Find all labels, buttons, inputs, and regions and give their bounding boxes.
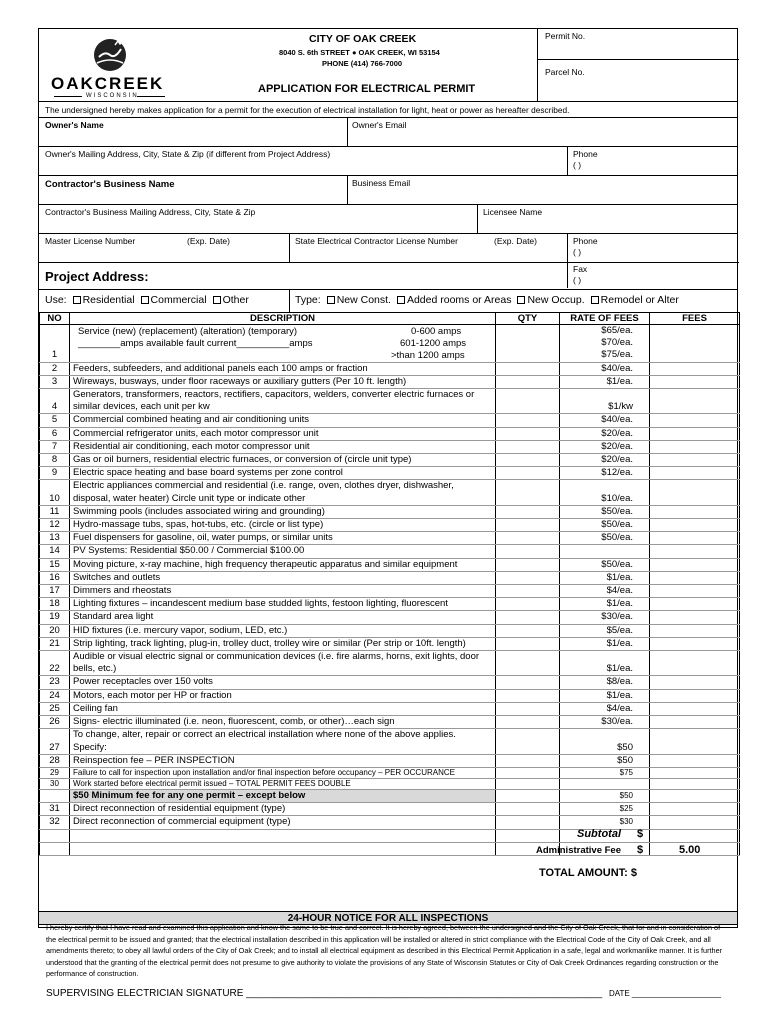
commercial-label: Commercial (150, 294, 207, 306)
qty-cell[interactable] (496, 375, 560, 388)
col-rate-header: RATE OF FEES (560, 313, 650, 325)
row-description: Hydro-massage tubs, spas, hot-tubs, etc. (circle or list type) (70, 519, 496, 532)
table-row (40, 467, 740, 480)
fee-table-body (40, 325, 740, 856)
contractor-mailing-label: Contractor's Business Mailing Address, City, State & Zip (45, 207, 256, 217)
table-row (40, 611, 740, 624)
service-line-1: Service (new) (replacement) (alteration) (temporary) (78, 325, 298, 337)
fees-cell[interactable] (650, 611, 740, 624)
rate-cell: $25 (560, 803, 650, 816)
row-no: 6 (40, 427, 70, 440)
rate-cell: $1/ea. (560, 689, 650, 702)
rate-cell: $1/ea. (560, 598, 650, 611)
table-row (40, 767, 740, 778)
blank-cell[interactable] (496, 829, 560, 842)
licensee-name-field[interactable] (483, 218, 733, 231)
blank-cell (70, 829, 496, 842)
row-no: 25 (40, 702, 70, 715)
row-description: Reinspection fee – PER INSPECTION (70, 754, 496, 767)
remodel-label: Remodel or Alter (600, 294, 679, 306)
qty-cell[interactable] (496, 767, 560, 778)
contractor-mailing-field[interactable] (45, 218, 473, 231)
fees-cell[interactable] (650, 624, 740, 637)
subtotal-label: Subtotal (577, 828, 621, 840)
rate-cell: $50 (560, 789, 650, 802)
supervising-electrician-signature[interactable]: SUPERVISING ELECTRICIAN SIGNATURE ________________________________________________________________ (46, 988, 603, 999)
fees-cell[interactable] (650, 389, 740, 414)
col-description-header: DESCRIPTION (70, 313, 496, 325)
other-label: Other (222, 294, 249, 306)
rate-cell: $1/kw (560, 389, 650, 414)
row-description: Lighting fixtures – incandescent medium base studded lights, festoon lighting, fluorescent (70, 598, 496, 611)
qty-cell[interactable] (496, 427, 560, 440)
row-description: Direct reconnection of residential equipment (type) (70, 803, 496, 816)
row-no: 11 (40, 505, 70, 518)
qty-cell[interactable] (496, 362, 560, 375)
fees-cell[interactable] (650, 789, 740, 802)
total-amount-field[interactable] (651, 865, 735, 880)
fee-table (39, 312, 740, 856)
rate-cell: $40/ea. (560, 414, 650, 427)
service-description (70, 325, 496, 363)
admin-fee-label: Administrative Fee (536, 845, 621, 856)
qty-cell[interactable] (496, 729, 560, 754)
qty-cell[interactable] (496, 414, 560, 427)
rate-cell: $50/ea. (560, 505, 650, 518)
city-phone: PHONE (414) 766-7000 (322, 59, 403, 68)
city-address: 8040 S. 6th STREET ● OAK CREEK, WI 53154 (279, 48, 440, 57)
use-label: Use: (45, 294, 67, 306)
permit-no-label: Permit No. (545, 31, 586, 41)
table-row (40, 480, 740, 505)
rate-cell (560, 545, 650, 558)
rate-cell: $10/ea. (560, 480, 650, 505)
row-no: 24 (40, 689, 70, 702)
parcel-no-label: Parcel No. (545, 67, 585, 77)
table-row (40, 789, 740, 802)
fax-field[interactable]: ( ) (573, 275, 582, 285)
rate-cell: $50/ea. (560, 519, 650, 532)
blank-cell (40, 829, 70, 842)
row-no: 30 (40, 778, 70, 789)
table-row (40, 414, 740, 427)
table-row (40, 624, 740, 637)
table-row (40, 519, 740, 532)
table-row (40, 754, 740, 767)
rate-cell: $50 (560, 729, 650, 754)
fees-cell[interactable] (650, 480, 740, 505)
rate-cell: $1/ea. (560, 637, 650, 650)
fees-cell[interactable] (650, 558, 740, 571)
row-no: 20 (40, 624, 70, 637)
row-description: Dimmers and rheostats (70, 585, 496, 598)
owners-email-field[interactable] (352, 131, 732, 144)
form-title: APPLICATION FOR ELECTRICAL PERMIT (258, 83, 476, 95)
fees-cell[interactable] (650, 803, 740, 816)
rate-cell: $20/ea. (560, 440, 650, 453)
row-no: 7 (40, 440, 70, 453)
fees-cell[interactable] (650, 532, 740, 545)
table-row (40, 702, 740, 715)
fees-cell[interactable] (650, 702, 740, 715)
row-no: 21 (40, 637, 70, 650)
fees-cell[interactable] (650, 767, 740, 778)
fees-cell[interactable] (650, 571, 740, 584)
qty-cell[interactable] (496, 571, 560, 584)
qty-cell[interactable] (496, 467, 560, 480)
row-description: Signs- electric illuminated (i.e. neon, fluorescent, comb, or other)…each sign (70, 716, 496, 729)
project-address-label: Project Address: (45, 269, 149, 284)
fees-cell[interactable] (650, 676, 740, 689)
table-row (40, 362, 740, 375)
subtotal-sign: $ (637, 828, 644, 840)
row-no: 29 (40, 767, 70, 778)
qty-cell[interactable] (496, 624, 560, 637)
contractor-name-label: Contractor's Business Name (45, 179, 175, 190)
state-exp-date-label: (Exp. Date) (494, 236, 537, 246)
qty-cell[interactable] (496, 585, 560, 598)
added-rooms-label: Added rooms or Areas (406, 294, 512, 306)
col-no-header: NO (40, 313, 70, 325)
rate-cell: $4/ea. (560, 585, 650, 598)
row-description: Fuel dispensers for gasoline, oil, water pumps, or similar units (70, 532, 496, 545)
fees-cell[interactable] (650, 637, 740, 650)
qty-cell[interactable] (496, 598, 560, 611)
qty-cell[interactable] (496, 689, 560, 702)
rate-cell: $1/ea. (560, 651, 650, 676)
row-description: Residential air conditioning, each motor compressor unit (70, 440, 496, 453)
table-row (40, 571, 740, 584)
qty-cell[interactable] (496, 716, 560, 729)
col-qty-header: QTY (496, 313, 560, 325)
table-row-blank (40, 829, 740, 842)
fees-cell[interactable] (650, 754, 740, 767)
rate-cell: $30/ea. (560, 716, 650, 729)
fees-cell[interactable] (650, 519, 740, 532)
fees-cell[interactable] (650, 716, 740, 729)
row-no: 23 (40, 676, 70, 689)
row-description: Standard area light (70, 611, 496, 624)
total-amount-label: TOTAL AMOUNT: $ (539, 867, 637, 879)
state-license-field[interactable] (295, 247, 563, 260)
rate-cell (560, 778, 650, 789)
table-row (40, 637, 740, 650)
service-fee-2: $70/ea. (601, 337, 633, 349)
qty-cell[interactable] (496, 816, 560, 829)
residential-checkbox[interactable] (73, 296, 81, 304)
row-no: 1 (40, 325, 70, 363)
row-description: Failure to call for inspection upon installation and/or final inspection before occupancy – PER OCCURANCE (70, 767, 496, 778)
rate-cell: $4/ea. (560, 702, 650, 715)
licensee-name-label: Licensee Name (483, 207, 543, 217)
owner-phone-field[interactable]: ( ) (573, 160, 582, 170)
rate-cell: $40/ea. (560, 362, 650, 375)
use-row (45, 294, 249, 306)
table-row (40, 689, 740, 702)
qty-cell[interactable] (496, 545, 560, 558)
logo-wordmark: OAKCREEK (51, 74, 165, 93)
table-row (40, 585, 740, 598)
rate-cell: $50/ea. (560, 532, 650, 545)
qty-cell[interactable] (496, 754, 560, 767)
qty-cell[interactable] (496, 454, 560, 467)
fees-cell[interactable] (650, 375, 740, 388)
row-description: $50 Minimum fee for any one permit – except below (70, 789, 496, 802)
blank-cell (40, 842, 70, 855)
master-license-field[interactable] (45, 247, 285, 260)
table-row (40, 440, 740, 453)
table-row (40, 816, 740, 829)
state-license-label: State Electrical Contractor License Number (295, 236, 458, 246)
row-description: PV Systems: Residential $50.00 / Commercial $100.00 (70, 545, 496, 558)
owners-email-label: Owner's Email (352, 120, 407, 130)
row-no: 10 (40, 480, 70, 505)
rate-cell: $50 (560, 754, 650, 767)
row-description: Work started before electrical permit issued – TOTAL PERMIT FEES DOUBLE (70, 778, 496, 789)
fees-cell[interactable] (650, 454, 740, 467)
row-description: Gas or oil burners, residential electric furnaces, or conversion of (circle unit type) (70, 454, 496, 467)
row-no: 28 (40, 754, 70, 767)
rate-cell: $20/ea. (560, 427, 650, 440)
qty-cell[interactable] (496, 611, 560, 624)
rate-cell: $30 (560, 816, 650, 829)
logo-subtitle: WISCONSIN (86, 93, 139, 99)
table-row (40, 803, 740, 816)
table-row-service (40, 325, 740, 363)
fees-cell[interactable] (650, 427, 740, 440)
qty-cell[interactable] (496, 702, 560, 715)
row-description: Electric appliances commercial and residential (i.e. range, oven, clothes dryer, dishwasher, disposal, water heater) Circle unit type or indicate other (70, 480, 496, 505)
service-fee-1: $65/ea. (601, 325, 633, 336)
table-row (40, 532, 740, 545)
owners-name-label: Owner's Name (45, 120, 104, 130)
row-description: Strip lighting, track lighting, plug-in, trolley duct, trolley wire or similar (Per strip or 10ft. length) (70, 637, 496, 650)
row-no: 5 (40, 414, 70, 427)
table-row (40, 545, 740, 558)
row-description: Ceiling fan (70, 702, 496, 715)
new-occup-checkbox[interactable] (517, 296, 525, 304)
qty-cell[interactable] (496, 505, 560, 518)
table-row (40, 375, 740, 388)
rate-cell: $75 (560, 767, 650, 778)
row-description: Moving picture, x-ray machine, high frequency therapeutic apparatus and similar equipment (70, 558, 496, 571)
business-email-field[interactable] (352, 190, 732, 203)
rate-cell (560, 325, 650, 363)
rate-cell: $1/ea. (560, 571, 650, 584)
qty-cell[interactable] (496, 637, 560, 650)
row-no (40, 789, 70, 802)
project-address-field[interactable] (163, 269, 561, 285)
qty-cell[interactable] (496, 676, 560, 689)
table-row (40, 598, 740, 611)
master-license-label: Master License Number (45, 236, 136, 246)
table-row (40, 389, 740, 414)
type-row (295, 294, 679, 306)
rate-cell: $30/ea. (560, 611, 650, 624)
row-no: 8 (40, 454, 70, 467)
fees-cell[interactable] (650, 729, 740, 754)
row-description: Commercial combined heating and air conditioning units (70, 414, 496, 427)
admin-fee-value: 5.00 (679, 844, 701, 856)
row-description: HID fixtures (i.e. mercury vapor, sodium, LED, etc.) (70, 624, 496, 637)
residential-label: Residential (82, 294, 135, 306)
row-no: 12 (40, 519, 70, 532)
row-description: Swimming pools (includes associated wiring and grounding) (70, 505, 496, 518)
fees-cell[interactable] (650, 545, 740, 558)
added-rooms-checkbox[interactable] (397, 296, 405, 304)
row-no: 3 (40, 375, 70, 388)
row-no: 2 (40, 362, 70, 375)
rate-cell: $1/ea. (560, 375, 650, 388)
row-description: Power receptacles over 150 volts (70, 676, 496, 689)
row-no: 18 (40, 598, 70, 611)
owners-mailing-label: Owner's Mailing Address, City, State & Zip (if different from Project Address) (45, 149, 331, 159)
fees-cell[interactable] (650, 467, 740, 480)
service-range-2: 601-1200 amps (400, 337, 467, 349)
table-row (40, 676, 740, 689)
service-range-3: >than 1200 amps (391, 349, 465, 361)
row-no: 15 (40, 558, 70, 571)
oak-creek-logo (39, 29, 189, 105)
commercial-checkbox[interactable] (141, 296, 149, 304)
qty-cell[interactable] (496, 440, 560, 453)
table-row (40, 778, 740, 789)
city-name: CITY OF OAK CREEK (309, 33, 417, 45)
fax-label: Fax (573, 264, 588, 274)
inspection-notice: 24-HOUR NOTICE FOR ALL INSPECTIONS (39, 911, 737, 925)
new-const-checkbox[interactable] (327, 296, 335, 304)
table-row (40, 729, 740, 754)
rate-cell: $8/ea. (560, 676, 650, 689)
rate-cell: $20/ea. (560, 454, 650, 467)
fees-cell[interactable] (650, 585, 740, 598)
fees-cell[interactable] (650, 505, 740, 518)
owners-name-field[interactable] (45, 131, 343, 144)
service-range-1: 0-600 amps (411, 325, 462, 337)
blank-cell (70, 842, 496, 855)
row-description: Motors, each motor per HP or fraction (70, 689, 496, 702)
row-no: 4 (40, 389, 70, 414)
row-no: 9 (40, 467, 70, 480)
row-description: Electric space heating and base board systems per zone control (70, 467, 496, 480)
service-line-2[interactable]: ________amps available fault current__________amps (78, 337, 313, 349)
owners-mailing-field[interactable] (45, 160, 563, 173)
other-checkbox[interactable] (213, 296, 221, 304)
qty-cell[interactable] (496, 325, 560, 363)
remodel-checkbox[interactable] (591, 296, 599, 304)
subtotal-field[interactable] (651, 826, 735, 841)
master-exp-date-label: (Exp. Date) (187, 236, 230, 246)
qty-cell[interactable] (496, 651, 560, 676)
fees-cell[interactable] (650, 598, 740, 611)
row-no: 27 (40, 729, 70, 754)
service-fee-3: $75/ea. (601, 349, 633, 361)
row-description: To change, alter, repair or correct an electrical installation where none of the above applies. Specify: (70, 729, 496, 754)
table-row (40, 716, 740, 729)
permit-form (38, 28, 738, 928)
qty-cell[interactable] (496, 789, 560, 802)
row-no: 16 (40, 571, 70, 584)
row-no: 22 (40, 651, 70, 676)
signature-date[interactable]: DATE ____________________ (608, 989, 721, 998)
row-no: 26 (40, 716, 70, 729)
qty-cell[interactable] (496, 532, 560, 545)
qty-cell[interactable] (496, 803, 560, 816)
qty-cell[interactable] (496, 519, 560, 532)
row-description: Wireways, busways, under floor raceways or auxiliary gutters (Per 10 ft. length) (70, 375, 496, 388)
rate-cell: $50/ea. (560, 558, 650, 571)
rate-cell: $5/ea. (560, 624, 650, 637)
fees-cell[interactable] (650, 414, 740, 427)
row-description: Feeders, subfeeders, and additional panels each 100 amps or fraction (70, 362, 496, 375)
table-row (40, 558, 740, 571)
fees-cell[interactable] (650, 325, 740, 363)
type-label: Type: (295, 294, 321, 306)
new-occup-label: New Occup. (527, 294, 585, 306)
row-no: 14 (40, 545, 70, 558)
qty-cell[interactable] (496, 480, 560, 505)
fees-cell[interactable] (650, 651, 740, 676)
business-email-label: Business Email (352, 178, 411, 188)
row-description: Switches and outlets (70, 571, 496, 584)
col-fees-header: FEES (650, 313, 740, 325)
fees-cell[interactable] (650, 362, 740, 375)
qty-cell[interactable] (496, 389, 560, 414)
owner-phone-label: Phone (573, 149, 598, 159)
new-const-label: New Const. (336, 294, 391, 306)
admin-fee-sign: $ (637, 844, 644, 856)
signature-line (46, 988, 726, 999)
row-no: 19 (40, 611, 70, 624)
contractor-phone-label: Phone (573, 236, 598, 246)
qty-cell[interactable] (496, 558, 560, 571)
table-row (40, 505, 740, 518)
row-description: Commercial refrigerator units, each motor compressor unit (70, 427, 496, 440)
row-description: Generators, transformers, reactors, rectifiers, capacitors, welders, converter electric furnaces or similar devices, each unit per kw (70, 389, 496, 414)
row-no: 31 (40, 803, 70, 816)
table-row (40, 454, 740, 467)
row-description: Direct reconnection of commercial equipment (type) (70, 816, 496, 829)
table-row (40, 427, 740, 440)
fees-cell[interactable] (650, 689, 740, 702)
contractor-name-field[interactable] (45, 190, 343, 203)
row-description: Audible or visual electric signal or communication devices (i.e. fire alarms, horns, exit lights, door bells, etc.) (70, 651, 496, 676)
table-row-blank (40, 842, 740, 855)
certification-text: I hereby certify that I have read and examined this application and know the same to be true and correct. It is hereby agreed, between the undersigned and the City of Oak Creek, that for and in consideration of the electrical permit to be issued and granted; that the electrical installation described in this application will be installed or altered in strict compliance with the Electrical Code of the City of Oak Creek, and all amendments thereto; to obey all lawful orders of the City of Oak Creek; and to install all electrical equipment as described in this Electrical Permit Application in a safe, legal and workmanlike manner. It is further understood that the granting of the electrical permit does not presume to give authority to violate the provisions of any State of Wisconsin Statutes or City of Oak Creek Ordinances regarding construction or the performance of construction. (46, 923, 723, 978)
contractor-phone-field[interactable]: ( ) (573, 247, 582, 257)
qty-cell[interactable] (496, 778, 560, 789)
row-no: 32 (40, 816, 70, 829)
fees-cell[interactable] (650, 778, 740, 789)
rate-cell: $12/ea. (560, 467, 650, 480)
fees-cell[interactable] (650, 440, 740, 453)
intro-text: The undersigned hereby makes application for a permit for the execution of electrical installation for light, heat or power as hereafter described. (45, 105, 570, 115)
row-no: 17 (40, 585, 70, 598)
row-no: 13 (40, 532, 70, 545)
table-row (40, 651, 740, 676)
